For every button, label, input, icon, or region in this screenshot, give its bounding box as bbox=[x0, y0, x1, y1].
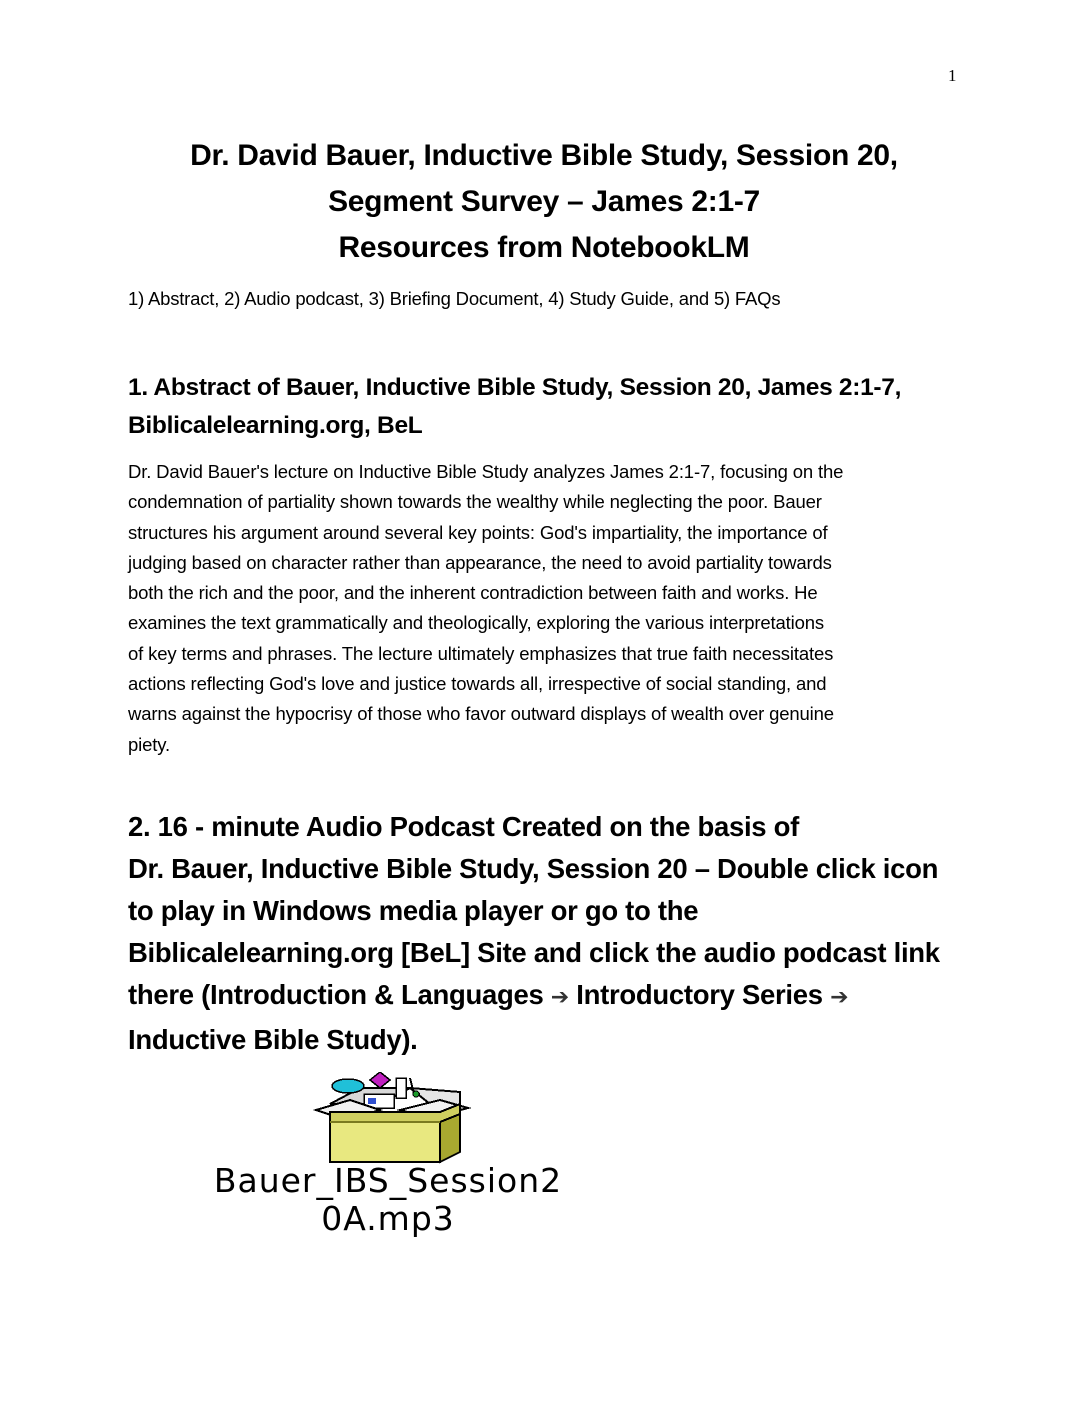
podcast-heading bbox=[128, 806, 988, 1061]
podcast-line-1: 2. 16 - minute Audio Podcast Created on the basis of bbox=[128, 811, 800, 842]
abstract-heading bbox=[128, 369, 968, 445]
audio-package-icon[interactable] bbox=[310, 1072, 475, 1164]
arrow-right-icon: ➔ bbox=[830, 985, 849, 1010]
title-line-2: Segment Survey – James 2:1-7 bbox=[328, 185, 760, 218]
contents-list: 1) Abstract, 2) Audio podcast, 3) Briefing Document, 4) Study Guide, and 5) FAQs bbox=[128, 288, 781, 309]
abstract-line: judging based on character rather than appearance, the need to avoid partiality towards bbox=[128, 551, 832, 573]
podcast-line-5a: there (Introduction & Languages bbox=[128, 979, 551, 1010]
abstract-line: Dr. David Bauer's lecture on Inductive Bible Study analyzes James 2:1-7, focusing on the bbox=[128, 461, 844, 482]
abstract-line: examines the text grammatically and theologically, exploring the various interpretations bbox=[128, 612, 824, 634]
audio-file-name-line-1: Bauer_IBS_Session2 bbox=[213, 1161, 563, 1200]
abstract-heading-line-2: Biblicalelearning.org, BeL bbox=[128, 412, 423, 439]
title-line-3: Resources from NotebookLM bbox=[338, 231, 750, 264]
document-title bbox=[0, 133, 1088, 271]
audio-file-name[interactable] bbox=[128, 1162, 648, 1238]
arrow-right-icon: ➔ bbox=[550, 985, 569, 1010]
abstract-line: warns against the hypocrisy of those who favor outward displays of wealth over genuine bbox=[128, 703, 834, 725]
podcast-line-4: Biblicalelearning.org [BeL] Site and click the audio podcast link bbox=[128, 937, 940, 968]
abstract-line: condemnation of partiality shown towards the wealthy while neglecting the poor. Bauer bbox=[128, 491, 822, 513]
podcast-line-3: to play in Windows media player or go to the bbox=[128, 895, 699, 926]
abstract-heading-line-1: 1. Abstract of Bauer, Inductive Bible Study, Session 20, James 2:1-7, bbox=[128, 374, 902, 401]
abstract-line: both the rich and the poor, and the inherent contradiction between faith and works. He bbox=[128, 582, 818, 604]
podcast-line-5b: Introductory Series bbox=[568, 979, 831, 1010]
abstract-line: piety. bbox=[128, 733, 170, 755]
audio-file-name-line-2: 0A.mp3 bbox=[321, 1199, 455, 1238]
podcast-line-5 bbox=[128, 974, 988, 1019]
abstract-line: structures his argument around several key points: God's impartiality, the importance of bbox=[128, 521, 828, 543]
abstract-body bbox=[128, 457, 968, 760]
abstract-line: actions reflecting God's love and justice towards all, irrespective of social standing, and bbox=[128, 673, 827, 695]
title-line-1: Dr. David Bauer, Inductive Bible Study, Session 20, bbox=[190, 139, 898, 172]
podcast-line-2: Dr. Bauer, Inductive Bible Study, Session 20 – Double click icon bbox=[128, 853, 939, 884]
podcast-line-6: Inductive Bible Study). bbox=[128, 1024, 418, 1055]
abstract-line: of key terms and phrases. The lecture ultimately emphasizes that true faith necessitates bbox=[128, 642, 834, 664]
page-number: 1 bbox=[948, 66, 957, 85]
